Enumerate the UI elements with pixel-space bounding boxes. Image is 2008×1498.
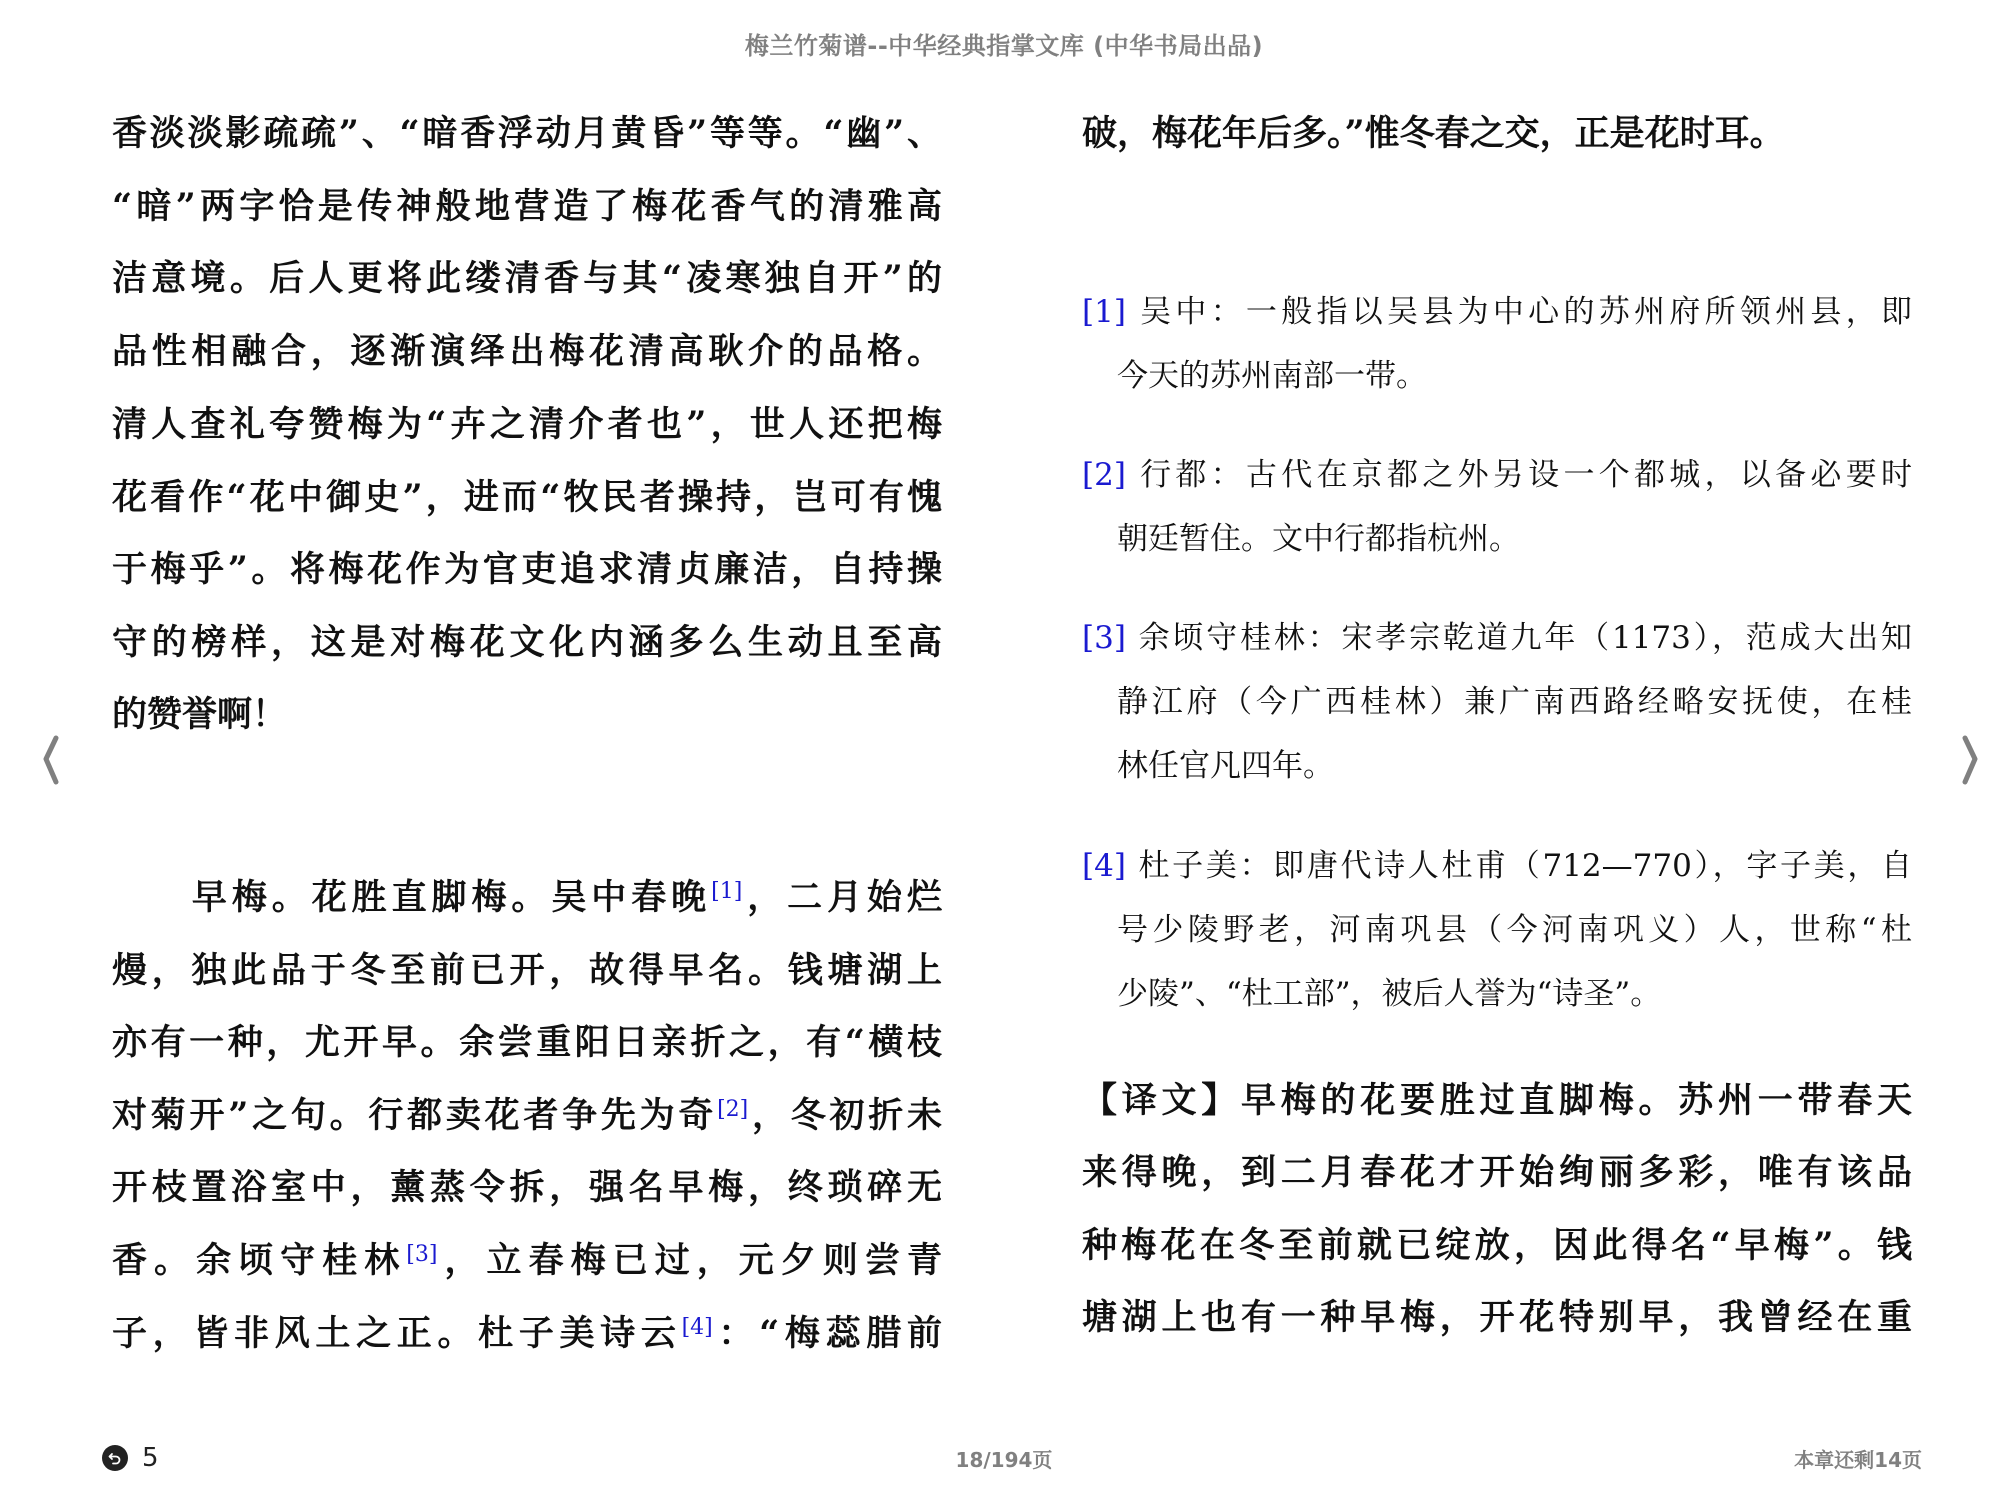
translation-line: 【译文】早梅的花要胜过直脚梅。苏州一带春天	[1082, 1080, 1912, 1121]
footnote-marker[interactable]: [1]	[1082, 294, 1126, 330]
footnote-ref-3[interactable]: [3]	[406, 1242, 438, 1267]
footnote-ref-2[interactable]: [2]	[717, 1097, 749, 1122]
text-line: 熳，独此品于冬至前已开，故得早名。钱塘湖上	[112, 950, 942, 991]
footnote-line: 林任官凡四年。	[1117, 748, 1334, 784]
footnote-marker[interactable]: [2]	[1082, 457, 1126, 493]
chevron-left-icon	[36, 730, 66, 790]
page-indicator: 18/194页	[955, 1448, 1053, 1472]
text-line: 洁意境。后人更将此缕清香与其“凌寒独自开”的	[112, 258, 942, 299]
text-line: 早梅。花胜直脚梅。吴中春晚[1]，二月始烂	[112, 877, 942, 918]
footnote-marker[interactable]: [3]	[1082, 620, 1126, 656]
text-line: 香淡淡影疏疏”、“暗香浮动月黄昏”等等。“幽”、	[112, 113, 942, 154]
book-title: 梅兰竹菊谱--中华经典指掌文库 (中华书局出品)	[744, 32, 1264, 60]
chevron-right-icon	[1955, 730, 1985, 790]
translation-line: 来得晚，到二月春花才开始绚丽多彩，唯有该品	[1082, 1152, 1912, 1193]
text-line: 香。余顷守桂林[3]，立春梅已过，元夕则尝青	[112, 1240, 942, 1281]
next-page-button[interactable]	[1955, 730, 1985, 790]
footnote-2: [2] 行都：古代在京都之外另设一个都城，以备必要时	[1082, 457, 1912, 493]
translation-line: 塘湖上也有一种早梅，开花特别早，我曾经在重	[1082, 1297, 1912, 1338]
undo-count: 5	[142, 1443, 159, 1473]
footnote-line: 号少陵野老，河南巩县（今河南巩义）人，世称“杜	[1117, 912, 1912, 948]
text-line: 花看作“花中御史”，进而“牧民者操持，岂可有愧	[112, 477, 942, 518]
footnote-4: [4] 杜子美：即唐代诗人杜甫（712—770），字子美，自	[1082, 848, 1912, 884]
footnote-marker[interactable]: [4]	[1082, 848, 1126, 884]
prev-page-button[interactable]	[36, 730, 66, 790]
footnote-3: [3] 余顷守桂林：宋孝宗乾道九年（1173），范成大出知	[1082, 620, 1913, 656]
text-line: 对菊开”之句。行都卖花者争先为奇[2]，冬初折未	[112, 1095, 942, 1136]
footnote-ref-1[interactable]: [1]	[711, 879, 743, 904]
text-line: 开枝置浴室中，薰蒸令拆，强名早梅，终琐碎无	[112, 1167, 942, 1208]
text-line: 子，皆非风土之正。杜子美诗云[4]：“梅蕊腊前	[112, 1313, 942, 1354]
footnote-ref-4[interactable]: [4]	[681, 1315, 713, 1340]
footnote-line: 朝廷暂住。文中行都指杭州。	[1117, 521, 1520, 557]
footnote-1: [1] 吴中：一般指以吴县为中心的苏州府所领州县，即	[1082, 294, 1912, 330]
text-line: 亦有一种，尤开早。余尝重阳日亲折之，有“横枝	[112, 1022, 942, 1063]
text-line: 品性相融合，逐渐演绎出梅花清高耿介的品格。	[112, 331, 942, 372]
chapter-remaining: 本章还剩14页	[1794, 1448, 1922, 1472]
translation-line: 种梅花在冬至前就已绽放，因此得名“早梅”。钱	[1082, 1225, 1912, 1266]
text-line: 清人查礼夸赞梅为“卉之清介者也”，世人还把梅	[112, 404, 942, 445]
text-line: 于梅乎”。将梅花作为官吏追求清贞廉洁，自持操	[112, 549, 942, 590]
text-line: 破，梅花年后多。”惟冬春之交，正是花时耳。	[1082, 113, 1785, 154]
text-line: “暗”两字恰是传神般地营造了梅花香气的清雅高	[112, 186, 942, 227]
footnote-line: 少陵”、“杜工部”，被后人誉为“诗圣”。	[1117, 976, 1662, 1012]
footnote-line: 静江府（今广西桂林）兼广南西路经略安抚使，在桂	[1117, 684, 1912, 720]
text-line: 守的榜样，这是对梅花文化内涵多么生动且至高	[112, 622, 942, 663]
text-line: 的赞誉啊！	[112, 694, 288, 735]
footnote-line: 今天的苏州南部一带。	[1117, 358, 1427, 394]
